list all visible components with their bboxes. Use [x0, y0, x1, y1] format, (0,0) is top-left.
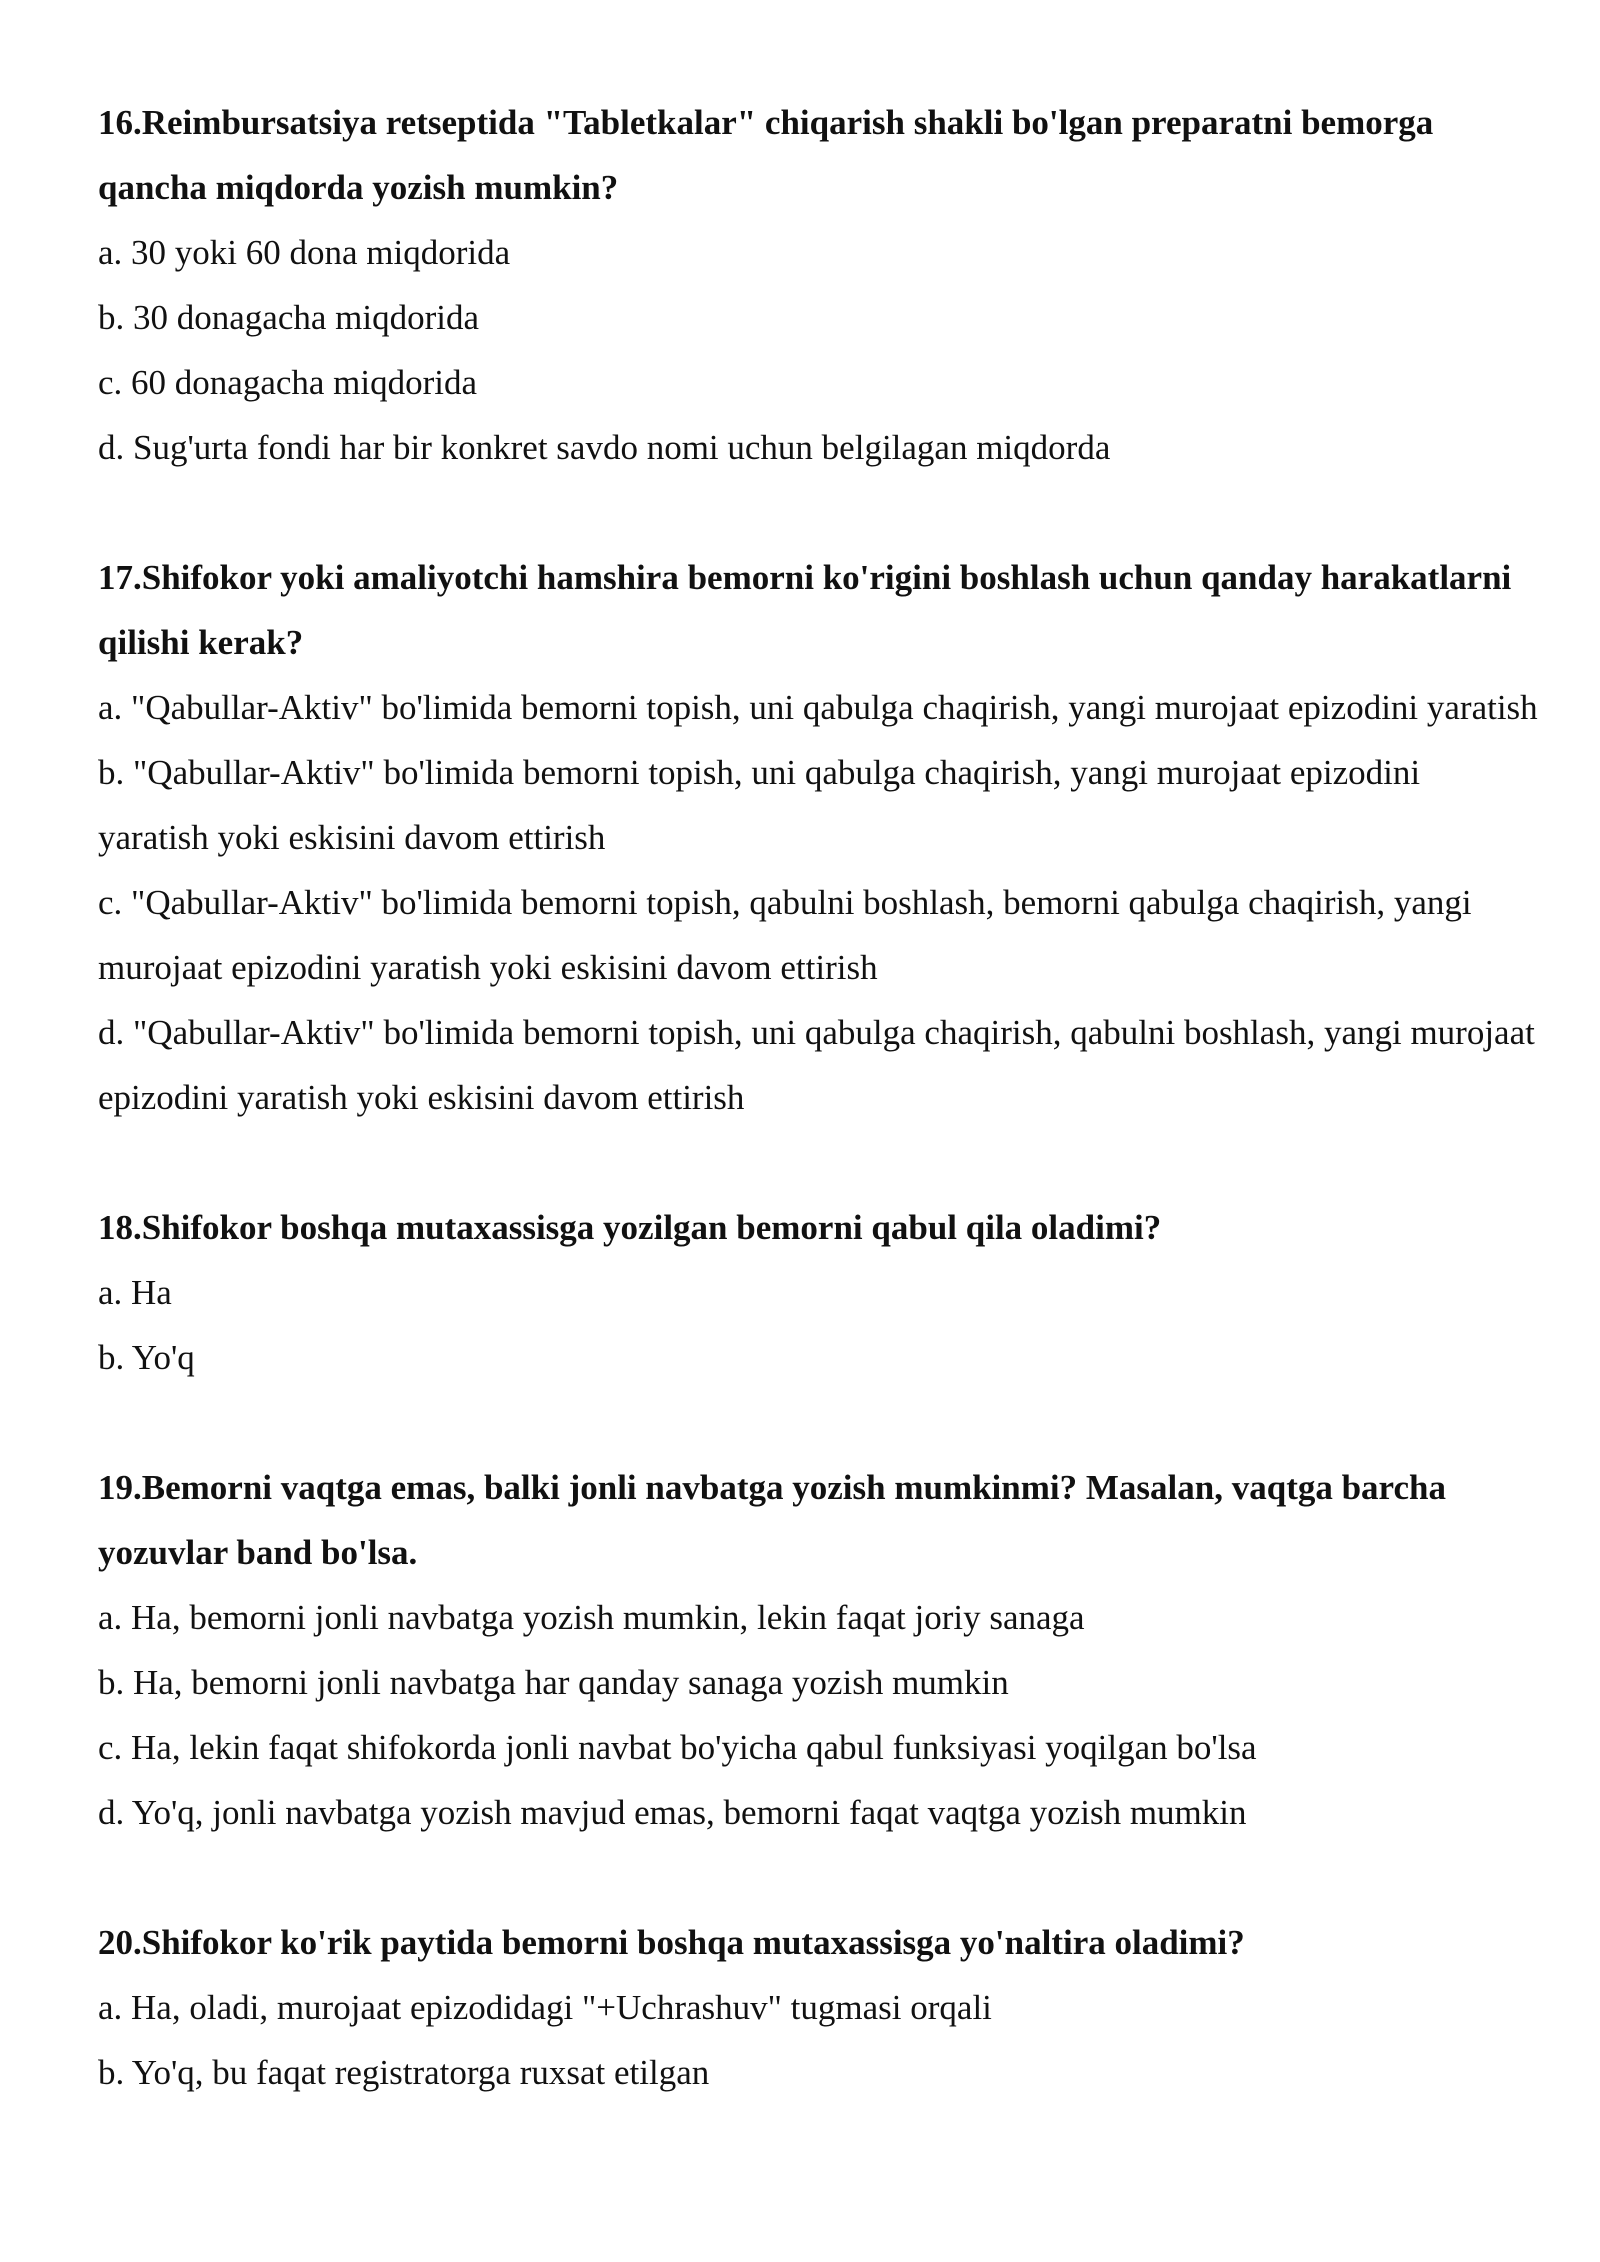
- answer-options: [98, 1585, 1538, 1845]
- answer-option-b: b. 30 donagacha miqdorida: [98, 298, 480, 337]
- answer-options: [98, 675, 1538, 1130]
- answer-options: [98, 1260, 1538, 1390]
- question-17: [98, 545, 1538, 1130]
- answer-option-d: d. "Qabullar-Aktiv" bo'limida bemorni topish, uni qabulga chaqirish, qabulni boshlash, yangi murojaat epizodini yaratish yoki eskisini davom ettirish: [98, 1013, 1535, 1117]
- answer-option-c: c. 60 donagacha miqdorida: [98, 363, 478, 402]
- quiz-page: [98, 90, 1538, 2170]
- answer-option-b: b. Ha, bemorni jonli navbatga har qanday sanaga yozish mumkin: [98, 1663, 1009, 1702]
- answer-option-b: b. "Qabullar-Aktiv" bo'limida bemorni topish, uni qabulga chaqirish, yangi murojaat epizodini yaratish yoki eskisini davom ettirish: [98, 753, 1421, 857]
- answer-option-a: a. "Qabullar-Aktiv" bo'limida bemorni topish, uni qabulga chaqirish, yangi murojaat epizodini yaratish: [98, 688, 1538, 727]
- answer-option-b: b. Yo'q: [98, 1338, 195, 1377]
- question-title: 19.Bemorni vaqtga emas, balki jonli navbatga yozish mumkinmi? Masalan, vaqtga barcha yozuvlar band bo'lsa.: [98, 1468, 1446, 1572]
- question-18: [98, 1195, 1538, 1390]
- answer-option-b: b. Yo'q, bu faqat registratorga ruxsat etilgan: [98, 2053, 710, 2092]
- question-16: [98, 90, 1538, 480]
- question-title: 16.Reimbursatsiya retseptida "Tabletkalar" chiqarish shakli bo'lgan preparatni bemorga qancha miqdorda yozish mumkin?: [98, 103, 1434, 207]
- question-19: [98, 1455, 1538, 1845]
- answer-option-c: c. "Qabullar-Aktiv" bo'limida bemorni topish, qabulni boshlash, bemorni qabulga chaqirish, yangi murojaat epizodini yaratish yoki eskisini davom ettirish: [98, 883, 1472, 987]
- answer-options: [98, 1975, 1538, 2105]
- answer-option-a: a. Ha, bemorni jonli navbatga yozish mumkin, lekin faqat joriy sanaga: [98, 1598, 1085, 1637]
- answer-option-a: a. Ha: [98, 1273, 172, 1312]
- question-20: [98, 1910, 1538, 2105]
- answer-option-a: a. Ha, oladi, murojaat epizodidagi "+Uchrashuv" tugmasi orqali: [98, 1988, 992, 2027]
- answer-option-d: d. Sug'urta fondi har bir konkret savdo nomi uchun belgilagan miqdorda: [98, 428, 1111, 467]
- question-title: 17.Shifokor yoki amaliyotchi hamshira bemorni ko'rigini boshlash uchun qanday harakatlarni qilishi kerak?: [98, 558, 1512, 662]
- question-title: 18.Shifokor boshqa mutaxassisga yozilgan bemorni qabul qila oladimi?: [98, 1208, 1162, 1247]
- answer-options: [98, 220, 1538, 480]
- question-title: 20.Shifokor ko'rik paytida bemorni boshqa mutaxassisga yo'naltira oladimi?: [98, 1923, 1245, 1962]
- answer-option-a: a. 30 yoki 60 dona miqdorida: [98, 233, 511, 272]
- answer-option-c: c. Ha, lekin faqat shifokorda jonli navbat bo'yicha qabul funksiyasi yoqilgan bo'lsa: [98, 1728, 1257, 1767]
- answer-option-d: d. Yo'q, jonli navbatga yozish mavjud emas, bemorni faqat vaqtga yozish mumkin: [98, 1793, 1247, 1832]
